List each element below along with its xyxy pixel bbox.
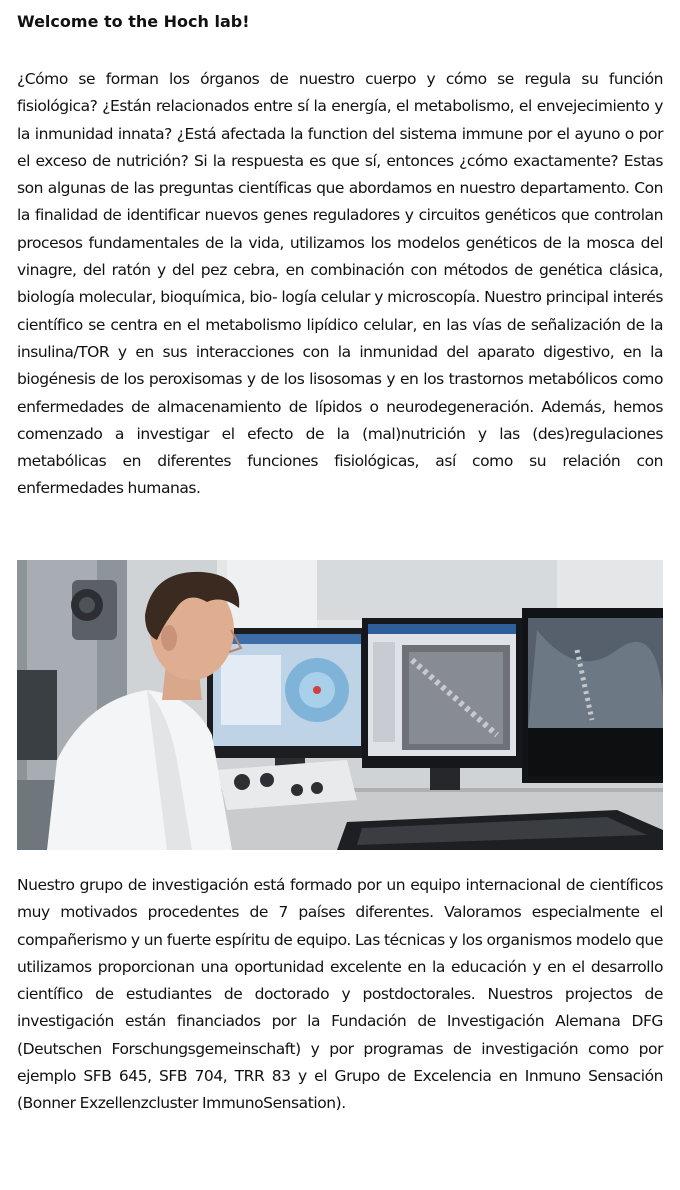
intro-paragraph: ¿Cómo se forman los órganos de nuestro cuerpo y cómo se regula su función fisiológica? ¿Están relacionados entre sí la energía, el metabolismo, el envejecimiento y la inmunidad innata? ¿Está afectada la function del sistema immune por el ayuno o por el exceso de nutrición? Si la respuesta es que sí, entonces ¿cómo exactamente? Estas son algunas de las preguntas científicas que abordamos en nuestro departamento. Con la finalidad de identificar nuevos genes reguladores y circuitos genéticos que controlan procesos fundamentales de la vida, utilizamos los modelos genéticos de la mosca del vinagre, del ratón y del pez cebra, en combinación con métodos de genética clásica, biología molecular, bioquímica, bio- logía celular y microscopía. Nuestro principal interés científico se centra en el metabolismo lipídico celular, en las vías de señalización de la insulina/TOR y en sus interacciones con la inmunidad del aparato digestivo, en la biogénesis de los peroxisomas y de los lisosomas y en los trastornos metabólicos como enfermedades de almacenamiento de lípidos o neurodegeneración. Además, hemos comenzado a investigar el efecto de la (mal)nutrición y las (des)regulaciones metabólicas en diferentes funciones fisiológicas, así como su relación con enfermedades humanas. (17, 70, 663, 498)
monitor-3 (522, 608, 663, 783)
lab-photo (17, 560, 663, 850)
page-title: Welcome to the Hoch lab! (17, 12, 250, 31)
monitor-2 (362, 618, 522, 790)
team-paragraph: Nuestro grupo de investigación está formado por un equipo internacional de científicos muy motivados procedentes de 7 países diferentes. Valoramos especialmente el compañerismo y un fuerte espíritu de equipo. Las técnicas y los organismos modelo que utilizamos proporcionan una oportunidad excelente en la educación y en el desarrollo científico de estudiantes de doctorado y postdoctorales. Nuestros projectos de investigación están financiados por la Fundación de Investigación Alemana DFG (Deutschen Forschungsgemeinschaft) y por programas de investigación como por ejemplo SFB 645, SFB 704, TRR 83 y el Grupo de Excelencia en Inmuno Sensación (Bonner Exzellenzcluster ImmunoSensation). (17, 876, 663, 1113)
